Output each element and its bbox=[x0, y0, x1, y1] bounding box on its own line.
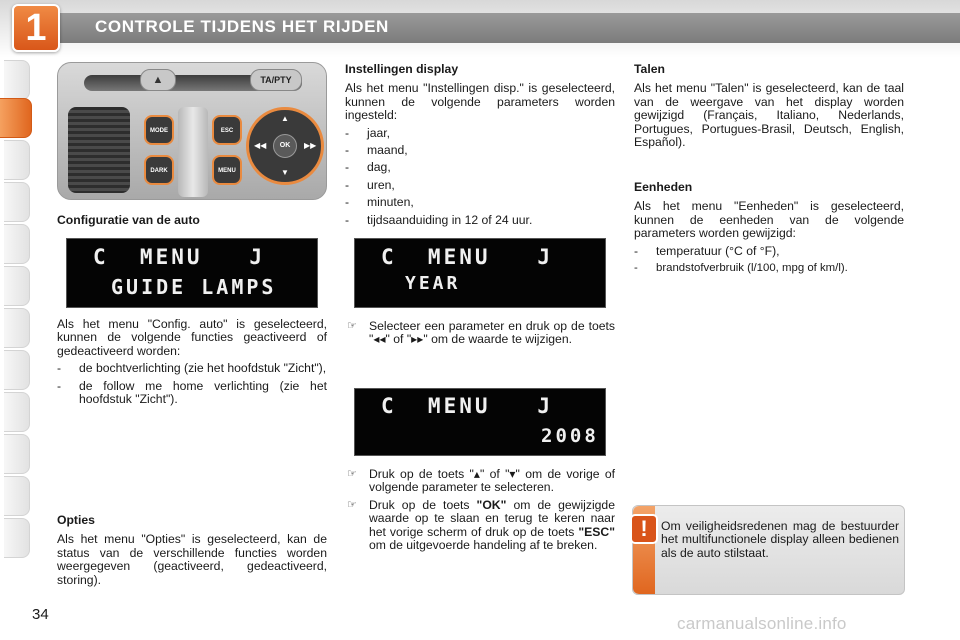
step-list bbox=[345, 468, 615, 552]
display-parameter-list bbox=[345, 127, 615, 227]
lcd-guide-lamps bbox=[66, 238, 318, 308]
navigate-step-block bbox=[345, 464, 615, 556]
chapter-tab-active[interactable] bbox=[0, 98, 32, 138]
step-list bbox=[345, 320, 615, 347]
units-intro: Als het menu "Eenheden" is geselecteerd, kunnen de eenheden van de volgende parameters worden gewijzigd: bbox=[634, 199, 904, 241]
step-item: ☞ Druk op de toets "OK" om de gewijzigde waarde op te slaan en terug te keren naar het vorige scherm of druk op de toets "ESC" om de uitgevoerde handeling af te breken. bbox=[347, 497, 615, 553]
list-item: - maand, bbox=[345, 143, 408, 158]
warning-text: Om veiligheidsredenen mag de bestuurder het multifunctionele display alleen bedienen als de auto stilstaat. bbox=[661, 519, 899, 560]
display-settings-block bbox=[345, 63, 615, 231]
chapter-tab[interactable] bbox=[4, 182, 30, 222]
dashboard-controls-photo bbox=[57, 62, 327, 200]
chapter-tab[interactable] bbox=[4, 476, 30, 516]
esc-button: ESC bbox=[212, 115, 242, 145]
menu-button: MENU bbox=[212, 155, 242, 185]
ta-pty-button: TA/PTY bbox=[250, 69, 302, 91]
list-item: - uren, bbox=[345, 177, 395, 192]
chapter-tab[interactable] bbox=[4, 392, 30, 432]
list-item: - de follow me home verlichting (zie het hoofdstuk "Zicht"). bbox=[57, 378, 327, 407]
navigation-ring bbox=[246, 107, 324, 185]
list-item: - temperatuur (°C of °F), bbox=[634, 243, 780, 258]
chapter-tab[interactable] bbox=[4, 60, 30, 100]
list-item: - dag, bbox=[345, 160, 391, 175]
mode-button: MODE bbox=[144, 115, 174, 145]
select-step-block bbox=[345, 316, 615, 351]
chapter-tab[interactable] bbox=[4, 308, 30, 348]
dark-button: DARK bbox=[144, 155, 174, 185]
config-text-block bbox=[57, 318, 327, 410]
lcd-value-line: GUIDE LAMPS bbox=[111, 275, 277, 299]
config-heading: Configuratie van de auto bbox=[57, 213, 200, 227]
list-item: - minuten, bbox=[345, 195, 414, 210]
step-item: ☞ Druk op de toets "▴" of "▾" om de vorige of volgende parameter te selecteren. bbox=[347, 467, 615, 495]
options-block bbox=[57, 514, 327, 587]
eject-button: ▲ bbox=[140, 69, 176, 91]
lcd-value-line: YEAR bbox=[405, 273, 461, 294]
options-heading: Opties bbox=[57, 513, 95, 527]
arrow-down-icon: ▼ bbox=[281, 168, 289, 177]
chapter-tab[interactable] bbox=[4, 266, 30, 306]
chapter-tab-rail bbox=[0, 60, 34, 580]
units-list bbox=[634, 245, 904, 276]
list-item: - de bochtverlichting (zie het hoofdstuk "Zicht"), bbox=[57, 361, 327, 376]
units-block bbox=[634, 181, 904, 279]
list-item: - tijdsaanduiding in 12 of 24 uur. bbox=[345, 212, 533, 227]
page-title: CONTROLE TIJDENS HET RIJDEN bbox=[95, 17, 389, 36]
hand-pointer-icon: ☞ bbox=[347, 320, 357, 332]
display-intro: Als het menu "Instellingen disp." is geselecteerd, kunnen de volgende parameters worden ingesteld: bbox=[345, 81, 615, 123]
ok-key-label: "OK" bbox=[476, 497, 507, 512]
config-list bbox=[57, 362, 327, 406]
warning-box bbox=[632, 505, 905, 595]
list-item: - jaar, bbox=[345, 125, 391, 140]
hand-pointer-icon: ☞ bbox=[347, 498, 357, 511]
chapter-badge: 1 bbox=[12, 4, 60, 52]
step-item: ☞ Selecteer een parameter en druk op de toets "◂◂" of "▸▸" om de waarde te wijzigen. bbox=[347, 319, 615, 347]
arrow-up-icon: ▲ bbox=[281, 114, 289, 123]
lcd-year bbox=[354, 238, 606, 308]
languages-block bbox=[634, 63, 904, 149]
rewind-icon: ◀◀ bbox=[254, 141, 267, 150]
esc-key-label: "ESC" bbox=[578, 524, 615, 539]
forward-icon: ▶▶ bbox=[304, 141, 317, 150]
exclamation-icon: ! bbox=[630, 514, 658, 544]
chapter-tab[interactable] bbox=[4, 140, 30, 180]
lcd-menu-line: C MENU J bbox=[381, 245, 554, 269]
list-item: - brandstofverbruik (l/100, mpg of km/l). bbox=[634, 262, 848, 275]
speaker-grille bbox=[68, 107, 130, 193]
page-number: 34 bbox=[32, 606, 49, 623]
chapter-tab[interactable] bbox=[4, 350, 30, 390]
config-heading-block bbox=[57, 214, 327, 233]
lcd-menu-line: C MENU J bbox=[93, 245, 266, 269]
lcd-2008 bbox=[354, 388, 606, 456]
display-heading: Instellingen display bbox=[345, 62, 459, 76]
config-intro: Als het menu "Config. auto" is geselecteerd, kunnen de volgende functies geactiveerd of gedeactiveerd worden: bbox=[57, 317, 327, 358]
ok-button: OK bbox=[273, 134, 297, 158]
languages-heading: Talen bbox=[634, 62, 665, 76]
chapter-tab[interactable] bbox=[4, 434, 30, 474]
hand-pointer-icon: ☞ bbox=[347, 468, 357, 480]
center-vent bbox=[178, 107, 208, 197]
chapter-tab[interactable] bbox=[4, 518, 30, 558]
units-heading: Eenheden bbox=[634, 180, 693, 194]
lcd-menu-line: C MENU J bbox=[381, 394, 554, 418]
options-text: Als het menu "Opties" is geselecteerd, kan de status van de verschillende functies worden weergegeven (geactiveerd, gedeactiveerd, storing). bbox=[57, 532, 327, 587]
lcd-value-line: 2008 bbox=[541, 425, 599, 447]
footer-watermark: carmanualsonline.info bbox=[677, 614, 847, 633]
languages-text: Als het menu "Talen" is geselecteerd, kan de taal van de weergave van het display worden gewijzigd (Français, Italiano, Nederlands, Portugues, Portugues-Brasil, Deutsch, English, Español). bbox=[634, 81, 904, 150]
chapter-tab[interactable] bbox=[4, 224, 30, 264]
